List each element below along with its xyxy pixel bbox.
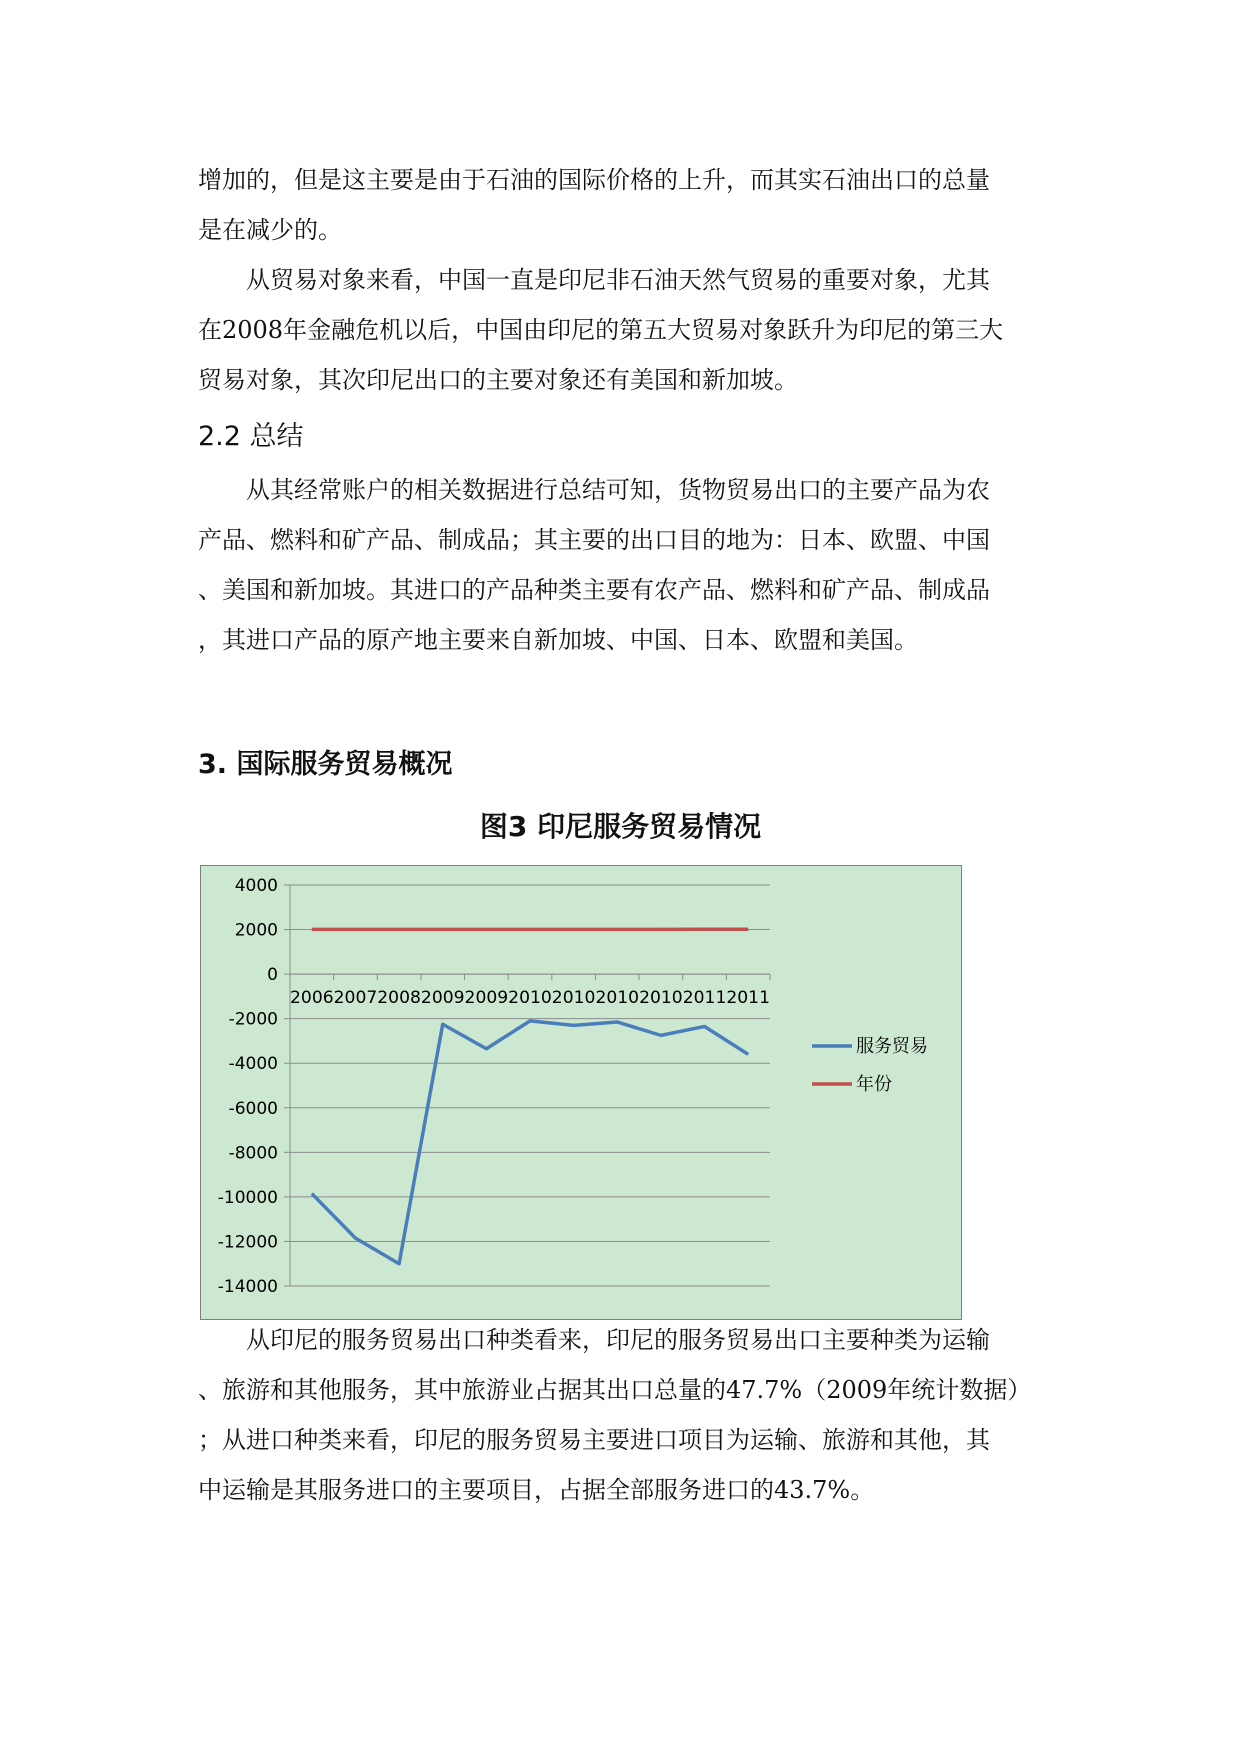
y-tick-label: -2000 <box>228 1009 278 1030</box>
paragraph-oil-exports <box>198 155 1030 255</box>
y-tick-label: -10000 <box>217 1187 278 1208</box>
text-line: 增加的，但是这主要是由于石油的国际价格的上升，而其实石油出口的总量 <box>198 166 990 194</box>
text-line: 从贸易对象来看，中国一直是印尼非石油天然气贸易的重要对象，尤其 <box>246 266 990 294</box>
paragraph-services-trade <box>198 1315 1030 1515</box>
legend-label: 服务贸易 <box>856 1036 928 1057</box>
y-tick-label: -12000 <box>217 1232 278 1253</box>
x-tick-label: 2009 <box>420 988 465 1009</box>
x-tick-label: 2011 <box>682 988 727 1009</box>
section-heading-2-2: 2.2 总结 <box>198 421 304 452</box>
text-line: ；从进口种类来看，印尼的服务贸易主要进口项目为运输、旅游和其他，其 <box>198 1426 990 1454</box>
line-chart <box>200 865 962 1320</box>
text-line: 贸易对象，其次印尼出口的主要对象还有美国和新加坡。 <box>198 366 798 394</box>
x-tick-label: 2008 <box>377 988 421 1009</box>
y-tick-label: -14000 <box>217 1277 278 1297</box>
text-line: 、旅游和其他服务，其中旅游业占据其出口总量的47.7%（2009年统计数据） <box>198 1376 1032 1404</box>
text-line: 是在减少的。 <box>198 216 342 244</box>
legend-label: 年份 <box>856 1074 892 1095</box>
y-tick-label: 0 <box>267 965 278 986</box>
y-tick-label: 4000 <box>234 876 278 896</box>
text-line: 从印尼的服务贸易出口种类看来，印尼的服务贸易出口主要种类为运输 <box>246 1326 990 1354</box>
text-line: 、美国和新加坡。其进口的产品种类主要有农产品、燃料和矿产品、制成品 <box>198 576 990 604</box>
x-tick-label: 2010 <box>508 988 552 1009</box>
x-tick-label: 2010 <box>639 988 683 1009</box>
y-tick-label: -6000 <box>228 1098 278 1119</box>
text-line: ，其进口产品的原产地主要来自新加坡、中国、日本、欧盟和美国。 <box>198 626 918 654</box>
y-tick-label: -4000 <box>228 1054 278 1075</box>
x-tick-label: 2009 <box>464 988 509 1009</box>
x-tick-label: 2006 <box>290 988 334 1009</box>
text-line: 在2008年金融危机以后，中国由印尼的第五大贸易对象跃升为印尼的第三大 <box>198 316 1004 344</box>
chart-background <box>201 866 962 1320</box>
x-tick-label: 2010 <box>595 988 640 1009</box>
x-tick-label: 2011 <box>726 988 770 1009</box>
text-line: 产品、燃料和矿产品、制成品；其主要的出口目的地为：日本、欧盟、中国 <box>198 526 990 554</box>
x-tick-label: 2010 <box>551 988 596 1009</box>
x-tick-label: 2007 <box>333 988 378 1009</box>
paragraph-summary <box>198 465 1030 665</box>
section-heading-3: 3. 国际服务贸易概况 <box>198 749 453 780</box>
y-tick-label: -8000 <box>228 1143 278 1164</box>
y-tick-label: 2000 <box>234 920 278 941</box>
text-line: 从其经常账户的相关数据进行总结可知，货物贸易出口的主要产品为农 <box>246 476 990 504</box>
figure-title: 图3 印尼服务贸易情况 <box>479 810 762 843</box>
text-line: 中运输是其服务进口的主要项目，占据全部服务进口的43.7%。 <box>198 1476 875 1504</box>
paragraph-trade-partners <box>198 255 1030 405</box>
